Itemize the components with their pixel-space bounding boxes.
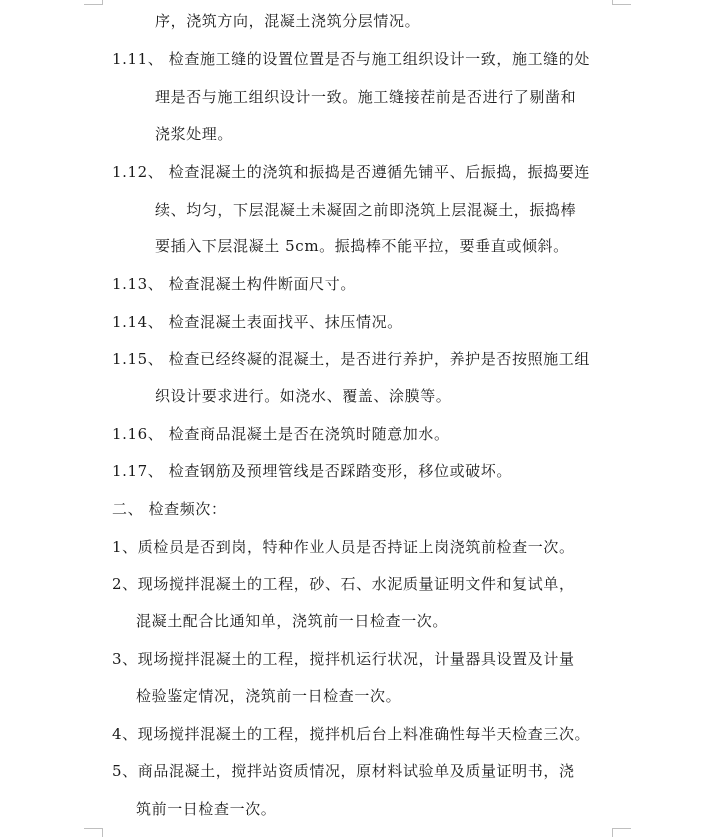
freq-item-3: 3、现场搅拌混凝土的工程，搅拌机运行状况，计量器具设置及计量 bbox=[112, 650, 575, 668]
item-1-17: 1.17、 检查钢筋及预埋管线是否踩踏变形，移位或破坏。 bbox=[112, 462, 512, 480]
text-line: 理是否与施工组织设计一致。施工缝接茬前是否进行了剔凿和 bbox=[155, 88, 577, 106]
item-1-15: 1.15、 检查已经终凝的混凝土，是否进行养护，养护是否按照施工组 bbox=[112, 350, 590, 368]
item-1-12: 1.12、 检查混凝土的浇筑和振捣是否遵循先铺平、后振捣，振捣要连 bbox=[112, 163, 590, 181]
page-corner-mark bbox=[612, 828, 631, 837]
freq-item-2: 2、现场搅拌混凝土的工程，砂、石、水泥质量证明文件和复试单， bbox=[112, 575, 575, 593]
text-line: 筑前一日检查一次。 bbox=[136, 800, 277, 818]
page-corner-mark bbox=[612, 0, 631, 5]
text-line: 要插入下层混凝土 5cm。振捣棒不能平拉，要垂直或倾斜。 bbox=[155, 237, 569, 255]
text-line: 混凝土配合比通知单，浇筑前一日检查一次。 bbox=[136, 612, 449, 630]
item-1-13: 1.13、 检查混凝土构件断面尺寸。 bbox=[112, 275, 356, 293]
item-1-16: 1.16、 检查商品混凝土是否在浇筑时随意加水。 bbox=[112, 425, 450, 443]
freq-item-5: 5、商品混凝土，搅拌站资质情况，原材料试验单及质量证明书，浇 bbox=[112, 762, 575, 780]
page-corner-mark bbox=[84, 828, 103, 837]
text-line: 织设计要求进行。如浇水、覆盖、涂膜等。 bbox=[155, 387, 452, 405]
text-line: 续、均匀，下层混凝土未凝固之前即浇筑上层混凝土，振捣棒 bbox=[155, 201, 577, 219]
text-line: 浇浆处理。 bbox=[155, 125, 234, 143]
text-line: 序，浇筑方向，混凝土浇筑分层情况。 bbox=[155, 12, 421, 30]
item-1-11: 1.11、 检查施工缝的设置位置是否与施工组织设计一致，施工缝的处 bbox=[112, 50, 590, 68]
section-heading: 二、 检查频次： bbox=[112, 500, 227, 518]
text-line: 检验鉴定情况，浇筑前一日检查一次。 bbox=[136, 687, 402, 705]
freq-item-1: 1、质检员是否到岗，特种作业人员是否持证上岗浇筑前检查一次。 bbox=[112, 538, 575, 556]
item-1-14: 1.14、 检查混凝土表面找平、抹压情况。 bbox=[112, 313, 403, 331]
page-corner-mark bbox=[84, 0, 103, 5]
freq-item-4: 4、现场搅拌混凝土的工程，搅拌机后台上料准确性每半天检查三次。 bbox=[112, 725, 591, 743]
